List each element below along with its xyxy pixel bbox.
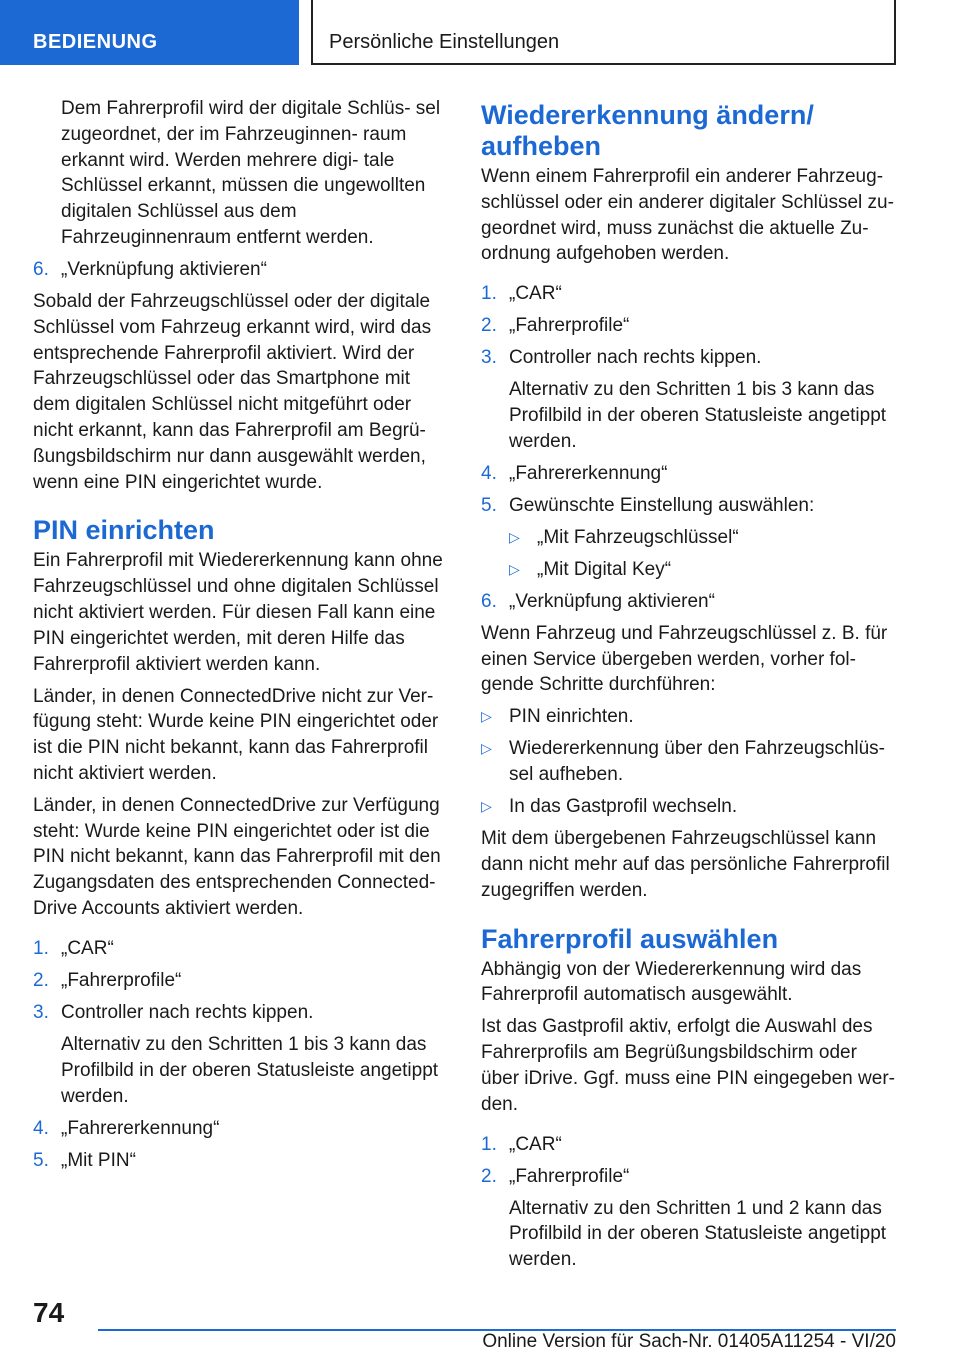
step-text: „Fahrerprofile“ [61,970,182,992]
triangle-bullet-icon: ▷ [509,528,520,545]
step-text: „Mit PIN“ [61,1149,136,1171]
step-text: „Fahrererkennung“ [509,462,668,484]
step-text: „Fahrerprofile“ [509,315,630,337]
bullet-text: PIN einrichten. [509,706,634,728]
step-number: 2. [33,970,49,992]
list-item [481,589,896,615]
section-tab: BEDIENUNG [0,0,299,65]
heading-pin: PIN einrichten [33,515,215,546]
list-item [481,345,896,371]
triangle-bullet-icon: ▷ [481,708,492,725]
list-item [33,968,445,994]
list-item [481,461,896,487]
list-item [481,1164,896,1190]
body-paragraph: Sobald der Fahrzeugschlüssel oder der digitale Schlüssel vom Fahrzeug erkannt wird, wird das entsprechende Fahrerprofil aktiviert. Wird der Fahrzeugschlüssel oder das Smartphone mit dem digitalen Schlüssel nicht mitgeführt oder nicht erkannt, kann das Fahrerprofil am Begrü- ßungsbildschirm nur dann ausgewählt werden, wenn eine PIN eingerichtet wurde. [33,290,432,493]
step-text: „CAR“ [509,1133,562,1155]
step-text: „CAR“ [509,283,562,305]
bullet-text: In das Gastprofil wechseln. [509,796,738,818]
page-number: 74 [33,1297,65,1328]
step-number: 1. [33,938,49,960]
left-column [33,96,445,1180]
list-item [481,281,896,307]
body-paragraph: Wenn Fahrzeug und Fahrzeugschlüssel z. B. für einen Service übergeben werden, vorher fol- gende Schritte durchführen: [481,622,888,696]
step-text: „Fahrerprofile“ [509,1165,630,1187]
list-item [33,936,445,962]
step-text: „Verknüpfung aktivieren“ [509,590,715,612]
intro-paragraph: Dem Fahrerprofil wird der digitale Schlüs- sel zugeordnet, der im Fahrzeuginnen- raum erkannt wird. Werden mehrere digi- tale Schlüssel erkannt, müssen die ungewollten digitalen Schlüssel aus dem Fahrzeuginnenraum entfernt werden. [61,98,441,248]
list-item [33,1000,445,1026]
triangle-bullet-icon: ▷ [509,560,520,577]
step-number: 4. [33,1117,49,1139]
step-number: 4. [481,462,497,484]
list-item [481,493,896,519]
step-text: „CAR“ [61,938,114,960]
list-item [481,736,896,788]
list-item [481,525,896,551]
body-paragraph: Länder, in denen ConnectedDrive zur Verfügung steht: Wurde keine PIN eingerichtet oder ist die PIN nicht bekannt, kann das Fahrerprofil mit den Zugangsdaten des entsprechenden Connected- Drive Accounts aktiviert werden. [33,794,441,920]
body-paragraph: Länder, in denen ConnectedDrive nicht zur Ver- fügung steht: Wurde keine PIN eingerichtet oder ist die PIN nicht bekannt, kann das Fahrerprofil nicht aktiviert werden. [33,685,439,784]
bullet-text: Wiedererkennung über den Fahrzeugschlüs- sel aufheben. [509,738,885,786]
triangle-bullet-icon: ▷ [481,740,492,757]
step-number: 3. [481,347,497,369]
step-text: „Verknüpfung aktivieren“ [61,258,267,280]
step-number: 2. [481,1165,497,1187]
step-number: 6. [481,590,497,612]
body-paragraph: Mit dem übergebenen Fahrzeugschlüssel kann dann nicht mehr auf das persönliche Fahrerprofil zugegriffen werden. [481,828,890,901]
step-number: 1. [481,283,497,305]
list-item [481,557,896,583]
step-number: 6. [33,258,49,280]
list-item [481,704,896,730]
chapter-title: Persönliche Einstellungen [311,0,896,65]
step-text: Gewünschte Einstellung auswählen: [509,494,815,516]
step-note: Alternativ zu den Schritten 1 bis 3 kann das Profilbild in der oberen Statusleiste angetippt werden. [61,1034,439,1107]
list-item [481,794,896,820]
option-text: „Mit Fahrzeugschlüssel“ [537,526,739,548]
body-paragraph: Ein Fahrerprofil mit Wiedererkennung kann ohne Fahrzeugschlüssel und ohne digitalen Schlüssel nicht aktiviert werden. Für diesen Fall kann eine PIN eingerichtet werden, mit deren Hilfe das Fahrerprofil aktiviert werden kann. [33,550,443,675]
list-item [33,1116,445,1142]
list-item [33,257,445,283]
body-paragraph: Wenn einem Fahrerprofil ein anderer Fahrzeug- schlüssel oder ein anderer digitaler Schlüssel zu- geordnet wird, muss zunächst die aktuelle Zu- ordnung aufgehoben werden. [481,166,894,265]
heading-select-profile: Fahrerprofil auswählen [481,923,779,954]
step-number: 1. [481,1133,497,1155]
step-note: Alternativ zu den Schritten 1 und 2 kann das Profilbild in der oberen Statusleiste angetippt werden. [509,1197,887,1271]
step-note: Alternativ zu den Schritten 1 bis 3 kann das Profilbild in der oberen Statusleiste angetippt werden. [509,379,887,452]
option-text: „Mit Digital Key“ [537,558,672,580]
step-number: 5. [33,1149,49,1171]
step-number: 3. [33,1002,49,1024]
list-item [33,1148,445,1174]
list-item [481,313,896,339]
online-version-note: Online Version für Sach-Nr. 01405A11254 - VI/20 [482,1331,896,1352]
triangle-bullet-icon: ▷ [481,798,492,815]
right-column [481,96,896,1279]
heading-change-recognition: Wiedererkennung ändern/ aufheben [481,100,814,161]
step-text: „Fahrererkennung“ [61,1117,220,1139]
step-text: Controller nach rechts kippen. [509,347,762,369]
step-text: Controller nach rechts kippen. [61,1002,314,1024]
step-number: 2. [481,315,497,337]
body-paragraph: Ist das Gastprofil aktiv, erfolgt die Auswahl des Fahrerprofils am Begrüßungsbildschirm oder über iDrive. Ggf. muss eine PIN eingegeben wer- den. [481,1016,895,1115]
list-item [481,1132,896,1158]
step-number: 5. [481,494,497,516]
body-paragraph: Abhängig von der Wiedererkennung wird das Fahrerprofil automatisch ausgewählt. [481,958,862,1006]
